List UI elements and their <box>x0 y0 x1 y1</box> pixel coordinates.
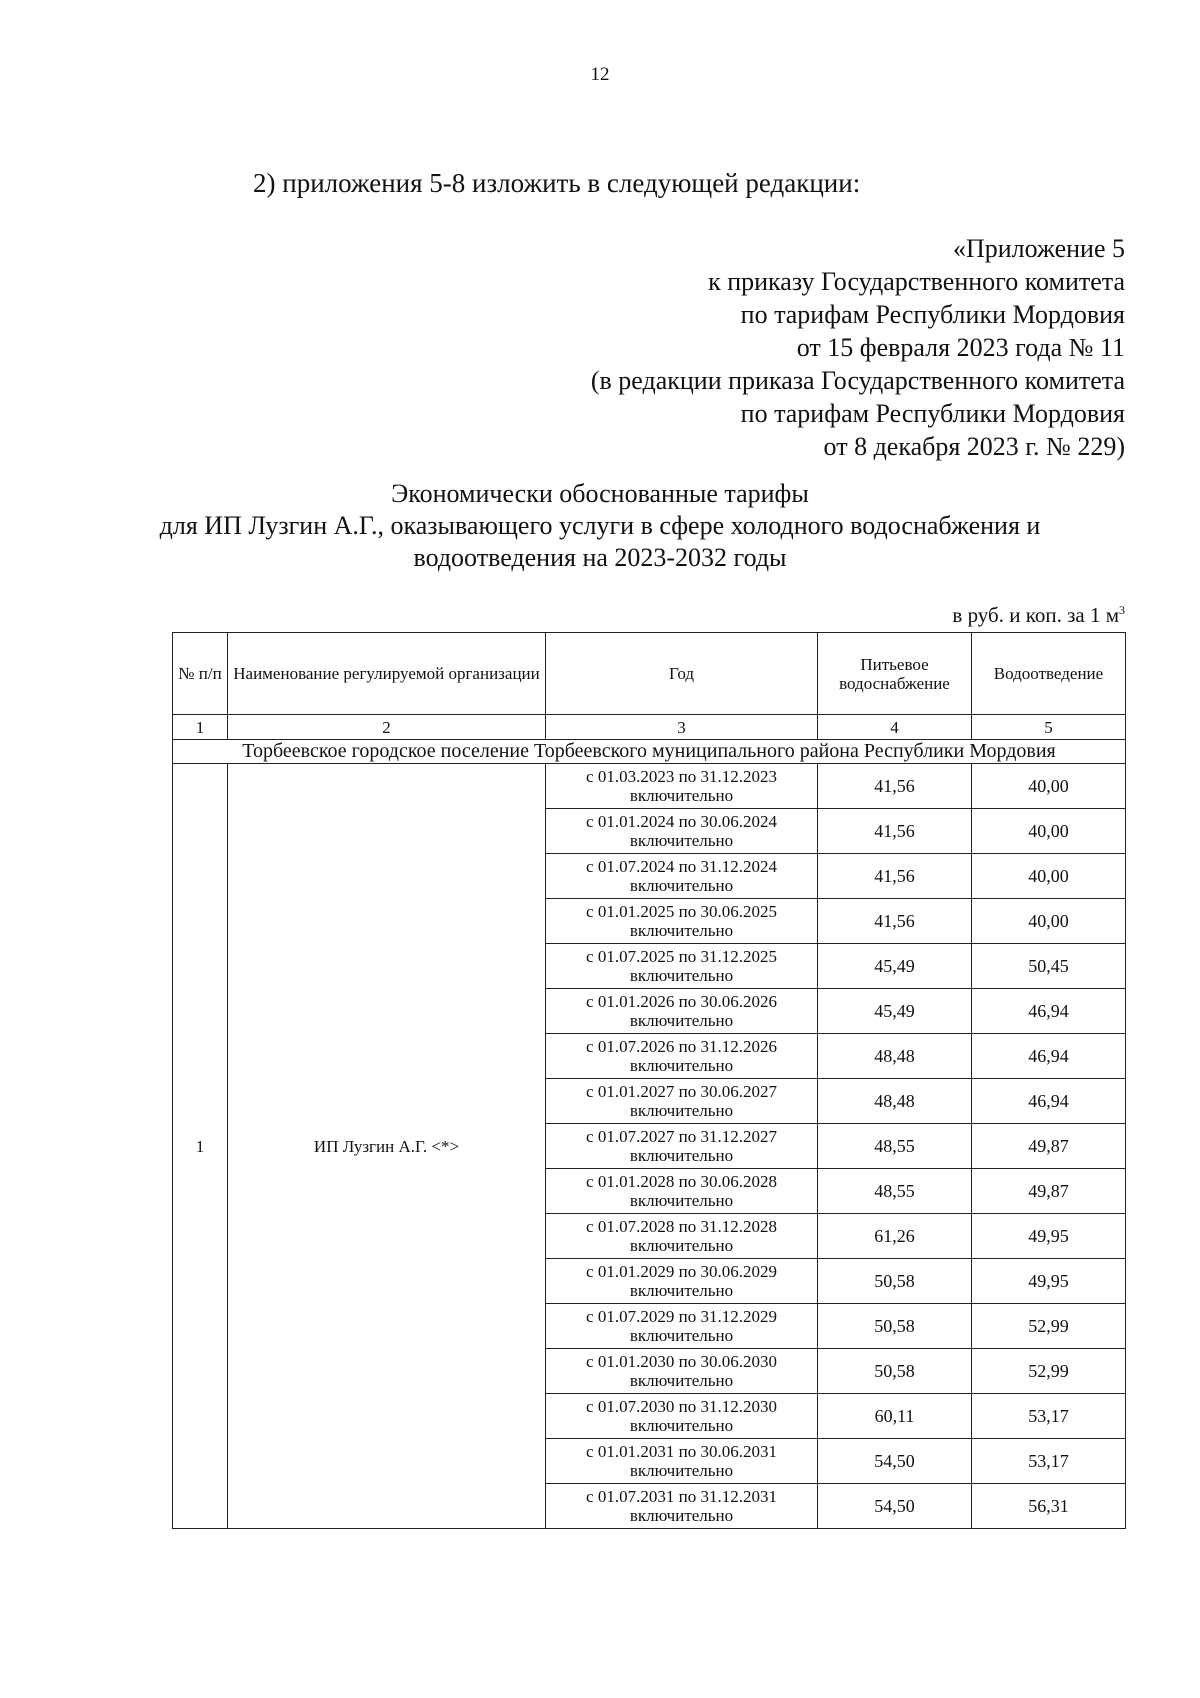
drinking-water-tariff: 45,49 <box>818 944 972 989</box>
units-label <box>952 603 1125 628</box>
drinking-water-tariff: 50,58 <box>818 1259 972 1304</box>
period-cell: с 01.07.2026 по 31.12.2026 включительно <box>546 1034 818 1079</box>
appendix-line: «Приложение 5 <box>952 234 1125 263</box>
drinking-water-tariff: 54,50 <box>818 1484 972 1529</box>
period-cell: с 01.07.2024 по 31.12.2024 включительно <box>546 854 818 899</box>
period-cell: с 01.01.2029 по 30.06.2029 включительно <box>546 1259 818 1304</box>
appendix-line: по тарифам Республики Мордовия <box>740 300 1125 329</box>
column-number: 1 <box>173 715 228 740</box>
drinking-water-tariff: 61,26 <box>818 1214 972 1259</box>
sewerage-tariff: 49,87 <box>972 1169 1126 1214</box>
units-superscript: 3 <box>1119 603 1125 617</box>
sewerage-tariff: 52,99 <box>972 1304 1126 1349</box>
sewerage-tariff: 40,00 <box>972 809 1126 854</box>
row-index: 1 <box>173 764 228 1529</box>
drinking-water-tariff: 41,56 <box>818 854 972 899</box>
column-number: 3 <box>546 715 818 740</box>
sewerage-tariff: 52,99 <box>972 1349 1126 1394</box>
units-text: в руб. и коп. за 1 м <box>952 603 1119 627</box>
header-row <box>173 633 1126 715</box>
sewerage-tariff: 50,45 <box>972 944 1126 989</box>
appendix-line: от 8 декабря 2023 г. № 229) <box>823 432 1125 461</box>
drinking-water-tariff: 50,58 <box>818 1349 972 1394</box>
intro-paragraph: 2) приложения 5-8 изложить в следующей редакции: <box>253 168 861 198</box>
column-number: 4 <box>818 715 972 740</box>
column-number: 5 <box>972 715 1126 740</box>
period-cell: с 01.07.2025 по 31.12.2025 включительно <box>546 944 818 989</box>
drinking-water-tariff: 48,55 <box>818 1124 972 1169</box>
drinking-water-tariff: 41,56 <box>818 899 972 944</box>
title-line: Экономически обоснованные тарифы <box>391 479 809 508</box>
appendix-header <box>591 232 1125 463</box>
header-year: Год <box>546 633 818 715</box>
period-cell: с 01.07.2030 по 31.12.2030 включительно <box>546 1394 818 1439</box>
tariff-table <box>172 632 1126 1529</box>
sewerage-tariff: 49,87 <box>972 1124 1126 1169</box>
drinking-water-tariff: 48,48 <box>818 1079 972 1124</box>
title-line: водоотведения на 2023-2032 годы <box>413 543 787 572</box>
sewerage-tariff: 46,94 <box>972 989 1126 1034</box>
sewerage-tariff: 53,17 <box>972 1439 1126 1484</box>
document-title <box>0 478 1200 574</box>
drinking-water-tariff: 41,56 <box>818 764 972 809</box>
period-cell: с 01.01.2028 по 30.06.2028 включительно <box>546 1169 818 1214</box>
header-organization: Наименование регулируемой организации <box>228 633 546 715</box>
header-drinking-water: Питьевое водоснабжение <box>818 633 972 715</box>
page-number: 12 <box>590 64 610 85</box>
period-cell: с 01.07.2027 по 31.12.2027 включительно <box>546 1124 818 1169</box>
appendix-line: по тарифам Республики Мордовия <box>740 399 1125 428</box>
period-cell: с 01.07.2028 по 31.12.2028 включительно <box>546 1214 818 1259</box>
column-number-row <box>173 715 1126 740</box>
sewerage-tariff: 49,95 <box>972 1214 1126 1259</box>
period-cell: с 01.01.2025 по 30.06.2025 включительно <box>546 899 818 944</box>
region-name: Торбеевское городское поселение Торбеевского муниципального района Республики Мордовия <box>173 740 1126 764</box>
drinking-water-tariff: 54,50 <box>818 1439 972 1484</box>
sewerage-tariff: 40,00 <box>972 899 1126 944</box>
header-sewerage: Водоотведение <box>972 633 1126 715</box>
period-cell: с 01.01.2026 по 30.06.2026 включительно <box>546 989 818 1034</box>
table-row <box>173 764 1126 809</box>
sewerage-tariff: 46,94 <box>972 1034 1126 1079</box>
drinking-water-tariff: 48,55 <box>818 1169 972 1214</box>
organization-name: ИП Лузгин А.Г. <*> <box>228 764 546 1529</box>
title-line: для ИП Лузгин А.Г., оказывающего услуги в сфере холодного водоснабжения и <box>159 511 1041 540</box>
appendix-line: к приказу Государственного комитета <box>708 267 1125 296</box>
drinking-water-tariff: 48,48 <box>818 1034 972 1079</box>
region-row <box>173 740 1126 764</box>
period-cell: с 01.01.2027 по 30.06.2027 включительно <box>546 1079 818 1124</box>
period-cell: с 01.07.2031 по 31.12.2031 включительно <box>546 1484 818 1529</box>
period-cell: с 01.01.2024 по 30.06.2024 включительно <box>546 809 818 854</box>
sewerage-tariff: 56,31 <box>972 1484 1126 1529</box>
period-cell: с 01.01.2031 по 30.06.2031 включительно <box>546 1439 818 1484</box>
drinking-water-tariff: 50,58 <box>818 1304 972 1349</box>
appendix-line: (в редакции приказа Государственного комитета <box>590 366 1125 395</box>
drinking-water-tariff: 60,11 <box>818 1394 972 1439</box>
drinking-water-tariff: 45,49 <box>818 989 972 1034</box>
appendix-line: от 15 февраля 2023 года № 11 <box>796 333 1125 362</box>
sewerage-tariff: 53,17 <box>972 1394 1126 1439</box>
column-number: 2 <box>228 715 546 740</box>
sewerage-tariff: 49,95 <box>972 1259 1126 1304</box>
drinking-water-tariff: 41,56 <box>818 809 972 854</box>
period-cell: с 01.07.2029 по 31.12.2029 включительно <box>546 1304 818 1349</box>
sewerage-tariff: 40,00 <box>972 764 1126 809</box>
header-number: № п/п <box>173 633 228 715</box>
sewerage-tariff: 46,94 <box>972 1079 1126 1124</box>
period-cell: с 01.03.2023 по 31.12.2023 включительно <box>546 764 818 809</box>
period-cell: с 01.01.2030 по 30.06.2030 включительно <box>546 1349 818 1394</box>
sewerage-tariff: 40,00 <box>972 854 1126 899</box>
